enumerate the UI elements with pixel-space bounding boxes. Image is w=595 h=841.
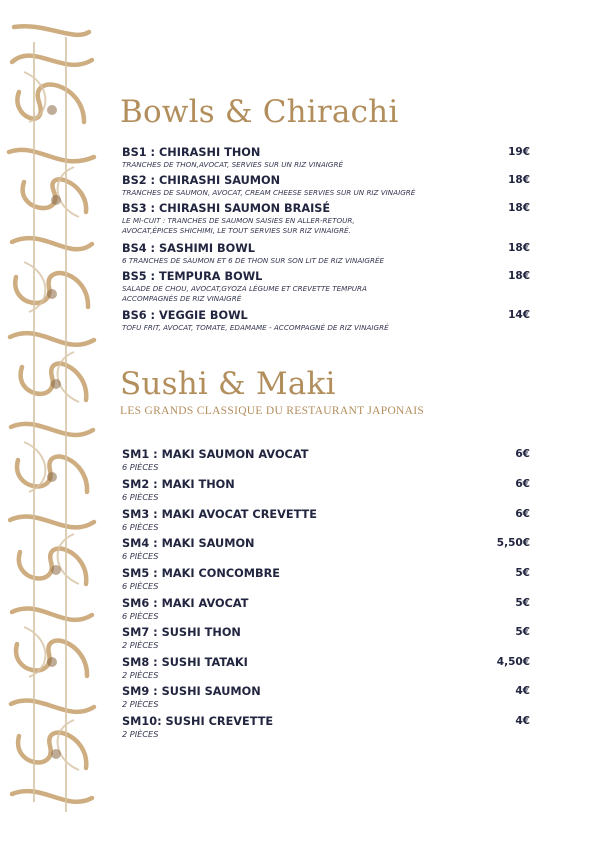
item-description: 6 PIÈCES	[122, 611, 159, 621]
menu-item	[122, 656, 530, 680]
item-price: 5€	[515, 626, 530, 638]
item-price: 5€	[515, 597, 530, 609]
item-name: SM10: SUSHI CREVETTE	[122, 715, 274, 728]
item-description: SALADE DE CHOU, AVOCAT,GYOZA LÉGUME ET CREVETTE TEMPURA	[122, 284, 367, 293]
item-description: 2 PIÈCES	[122, 640, 159, 650]
menu-item	[122, 309, 530, 333]
menu-item	[122, 715, 530, 739]
item-description: 2 PIÈCES	[122, 699, 159, 709]
item-name: BS2 : CHIRASHI SAUMON	[122, 174, 281, 187]
item-name: SM3 : MAKI AVOCAT CREVETTE	[122, 508, 317, 521]
menu-item	[122, 174, 530, 198]
item-description: TOFU FRIT, AVOCAT, TOMATE, EDAMAME - ACCOMPAGNÉ DE RIZ VINAIGRÉ	[122, 323, 389, 332]
item-price: 6€	[515, 448, 530, 460]
item-description: LE MI-CUIT : TRANCHES DE SAUMON SAISIES EN ALLER-RETOUR,	[122, 216, 355, 225]
item-description: 2 PIÈCES	[122, 670, 159, 680]
item-price: 14€	[508, 309, 530, 321]
menu-item	[122, 626, 530, 650]
item-description: 6 TRANCHES DE SAUMON ET 6 DE THON SUR SON LIT DE RIZ VINAIGRÉE	[122, 256, 385, 265]
item-name: BS1 : CHIRASHI THON	[122, 146, 261, 159]
menu-item	[122, 270, 530, 304]
item-price: 4€	[515, 685, 530, 697]
item-price: 18€	[508, 270, 530, 282]
item-name: BS5 : TEMPURA BOWL	[122, 270, 263, 283]
menu-item	[122, 242, 530, 266]
item-price: 6€	[515, 508, 530, 520]
item-price: 5,50€	[496, 537, 530, 549]
section-title-sushi: Sushi & Maki	[120, 366, 336, 402]
item-name: BS4 : SASHIMI BOWL	[122, 242, 255, 255]
item-name: SM6 : MAKI AVOCAT	[122, 597, 249, 610]
item-description: 6 PIÈCES	[122, 581, 159, 591]
item-description: 6 PIÈCES	[122, 492, 159, 502]
menu-item	[122, 202, 530, 236]
section-title-bowls: Bowls & Chirachi	[120, 94, 399, 130]
section-subtitle-sushi: LES GRANDS CLASSIQUE DU RESTAURANT JAPONAIS	[120, 405, 425, 417]
menu-item	[122, 597, 530, 621]
menu-item	[122, 567, 530, 591]
item-name: SM8 : SUSHI TATAKI	[122, 656, 248, 669]
item-name: SM2 : MAKI THON	[122, 478, 235, 491]
item-description: ACCOMPAGNÉS DE RIZ VINAIGRÉ	[122, 294, 242, 303]
item-price: 18€	[508, 174, 530, 186]
item-price: 18€	[508, 202, 530, 214]
item-price: 6€	[515, 478, 530, 490]
item-price: 19€	[508, 146, 530, 158]
calligraphy-art	[4, 22, 100, 817]
item-price: 18€	[508, 242, 530, 254]
item-name: SM5 : MAKI CONCOMBRE	[122, 567, 281, 580]
item-name: SM7 : SUSHI THON	[122, 626, 241, 639]
item-price: 4,50€	[496, 656, 530, 668]
item-name: SM1 : MAKI SAUMON AVOCAT	[122, 448, 309, 461]
item-description: 6 PIÈCES	[122, 522, 159, 532]
item-description: 6 PIÈCES	[122, 462, 159, 472]
item-description: 6 PIÈCES	[122, 551, 159, 561]
menu-item	[122, 146, 530, 170]
item-price: 5€	[515, 567, 530, 579]
item-description: TRANCHES DE THON,AVOCAT, SERVIES SUR UN RIZ VINAIGRÉ	[122, 160, 344, 169]
menu-item	[122, 478, 530, 502]
item-name: SM4 : MAKI SAUMON	[122, 537, 255, 550]
item-price: 4€	[515, 715, 530, 727]
item-description: AVOCAT,ÉPICES SHICHIMI, LE TOUT SERVIES SUR RIZ VINAIGRÉ.	[122, 226, 351, 235]
decorative-calligraphy-strip	[4, 22, 100, 817]
menu-item	[122, 448, 530, 472]
menu-item	[122, 685, 530, 709]
item-name: SM9 : SUSHI SAUMON	[122, 685, 261, 698]
item-description: TRANCHES DE SAUMON, AVOCAT, CREAM CHEESE SERVIES SUR UN RIZ VINAIGRÉ	[122, 188, 416, 197]
item-name: BS6 : VEGGIE BOWL	[122, 309, 248, 322]
menu-item	[122, 537, 530, 561]
menu-item	[122, 508, 530, 532]
item-name: BS3 : CHIRASHI SAUMON BRAISÉ	[122, 202, 331, 215]
item-description: 2 PIÈCES	[122, 729, 159, 739]
